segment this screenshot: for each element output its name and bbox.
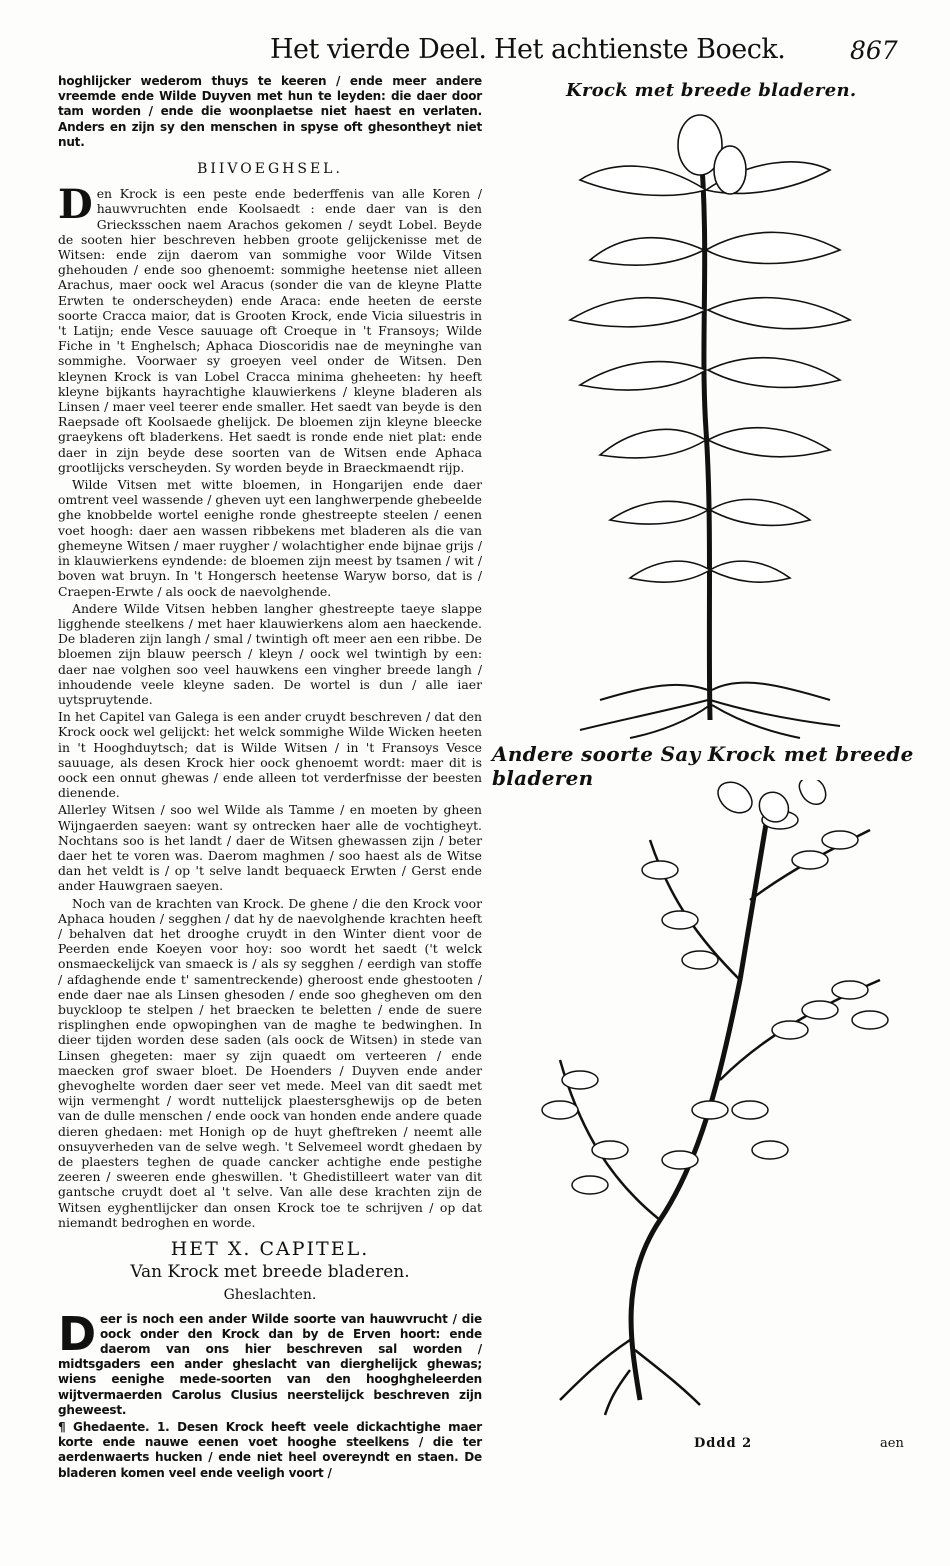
chapter-heading: HET X. CAPITEL. — [170, 1238, 370, 1261]
intro-paragraph: hoghlijcker wederom thuys te keeren / ende meer andere vreemde ende Wilde Duyven met hun te leyden: die daer door tam worden / ende die woonplaetse niet haest en verlaten. Anders en zijn sy den menschen in spyse oft ghesontheyt niet nut. — [58, 74, 482, 149]
drop-cap: D — [58, 1306, 96, 1361]
plant-caption: Andere soorte Say Krock met breede bladeren — [492, 742, 914, 790]
bijvoeghsel-paragraph: Noch van de krachten van Krock. De ghene / die den Krock voor Aphaca houden / segghen / dat hy de naevolghende krachten heeft / behalven dat het drooghe cruydt in den Winter dient voor de Peerden ende Koeyen voor hoy: soo wordt het saedt ('t welck onsmaeckelijck van smaeck is / als sy segghen / eerdigh van stoffe / afdaghende ende t' samentreckende) gheroost ende ghestooten / ende daer nae als Linsen ghesoden / ende soo ghegheven om den buyckloop te stelpen / het braecken te beletten / ende de suere risplinghen ende opwopinghen van de maghe te bedwinghen. In dieer tijden worden dese saden (als oock de Witsen) in stede van Linsen ghegeten: maer sy zijn quaedt om verteeren / ende maecken grof swaer bloet. De Hoenders / Duyven ende ander ghevoghelte worden daer seer vet mede. Meel van dit saedt met wijn vermenght / wordt nuttelijck plaestersghewijs op de beten van de dulle menschen / ende oock van honden ende andere quade dieren ghedaen: met Honigh op de huyt gheftreken / neemt alle onsuyverheden van de selve wegh. 't Selvemeel wordt ghedaen by de plaesters teghen de quade cancker achtighe ende pestighe zeeren / sweeren ende gheswillen. 't Ghedistilleert water van dit gantsche cruydt doet al 't selve. Van alle dese krachten zijn de Witsen eyghentlijcker dan onsen Krock toe te schrijven / op dat niemandt bedroghen en worde. — [58, 895, 482, 1230]
bijvoeghsel-heading: BIIVOEGHSEL. — [197, 161, 343, 178]
section-heading: Gheslachten. — [223, 1287, 317, 1304]
drop-cap: D — [58, 181, 93, 229]
gheslachten-text: eer is noch een ander Wilde soorte van hauwvrucht / die oock onder den Krock dan by de Erven hoort: ende daerom van ons hier beschreven sal worden / midtsgaders een ander gheslacht van dierghelijck ghewas; wiens eenighe mede-soorten van den hooghgheleerden wijtvermaerden Carolus Clusius neerstelijck beschreven zijn gheweest. — [58, 1311, 482, 1417]
header-book: Het achtienste Boeck. — [494, 34, 786, 65]
bijvoeghsel-paragraph: Andere Wilde Vitsen hebben langher ghestreepte taeye slappe ligghende steelkens / met haer klauwierkens alom aen haeckende. De bladeren zijn langh / smal / twintigh oft meer aen een ribbe. De bloemen zijn blauw peersch / kleyn / oock wel twintigh by een: daer nae volghen soo veel hauwkens een vingher breede langh / inhoudende veele kleyne saden. De wortel is dun / alle iaer uytspruytende. — [58, 600, 482, 707]
plant-caption: Krock met breede bladeren. — [566, 80, 857, 101]
bijvoeghsel-paragraph — [58, 181, 482, 475]
woodcut-plant-2 — [520, 780, 920, 1420]
signature-mark: Dddd 2 — [694, 1436, 753, 1451]
bijvoeghsel-text: en Krock is een peste ende bederffenis van alle Koren / hauwvruchten ende Koolsaedt : ende daer van is den Griecksschen naem Arachos gekomen / seydt Lobel. Beyde de sooten hier beschreven hebben groote gelijckenisse met de Witsen: ende zijn daerom van sommighe voor Wilde Vitsen ghehouden / ende soo ghenoemt: sommighe heetense niet alleen Arachus, maer oock wel Aracus (sonder die van de kleyne Platte Erwten te onderscheyden) ende Araca: ende heeten de eerste soorte Cracca maior, dat is Grooten Krock, ende Vicia siluestris in 't Latijn; ende Vesce sauuage oft Croeque in 't Fransoys; Wilde Fiche in 't Enghelsch; Aphaca Dioscoridis nae de meyninghe van sommighe. Voorwaer sy groeyen veel onder de Witsen. Den kleynen Krock is van Lobel Cracca minima gheheeten: hy heeft kleyne bijkants hayrachtighe klauwierkens / kleyne bladeren als Linsen / maer veel teerer ende smaller. Het saedt van beyde is den Raepsade oft Koolsaede ghelijck. De bloemen zijn kleyne bleecke graeykens oft bladerkens. Het saedt is ronde ende niet plat: ende daer in zijn beyde dese soorten van de Witsen ende Aphaca grootlijcks verscheyden. Sy worden beyde in Braeckmaendt rijp. — [58, 186, 482, 475]
running-header — [0, 34, 950, 70]
text-column — [58, 74, 482, 1483]
ghedaente-paragraph: ¶ Ghedaente. 1. Desen Krock heeft veele dickachtighe maer korte ende nauwe eenen voet hooghe steelkens / die ter aerdenwaerts hucken / ende niet heel overeyndt en staen. De bladeren komen veel ende veeligh voort / — [58, 1420, 482, 1480]
catchword: aen — [880, 1436, 904, 1451]
page-number: 867 — [850, 36, 898, 65]
chapter-subtitle: Van Krock met breede bladeren. — [130, 1262, 410, 1283]
bijvoeghsel-paragraph: Allerley Witsen / soo wel Wilde als Tamme / en moeten by gheen Wijngaerden saeyen: want sy ontrecken haer alle de vochtigheyt. Nochtans soo is het landt / daer de Witsen ghewassen zijn / beter daer het te voren was. Daerom maghmen / soo haest als de Witse dan het veldt is / op 't selve landt bequaeck Erwten / Gerst ende ander Hauwgraen saeyen. — [58, 802, 482, 894]
header-part: Het vierde Deel. — [270, 34, 487, 65]
bijvoeghsel-paragraph: In het Capitel van Galega is een ander cruydt beschreven / dat den Krock oock wel gelijckt: het welck sommighe Wilde Wicken heeten in 't Hooghduytsch; dat is Wilde Witsen / in 't Fransoys Vesce sauuage, als desen Krock hier oock ghenoemt wordt: maer dit is oock een onnut ghewas / ende alleen tot verderfnisse der beesten dienende. — [58, 709, 482, 801]
woodcut-plant-1 — [540, 100, 870, 740]
gheslachten-paragraph — [58, 1306, 482, 1418]
bijvoeghsel-paragraph: Wilde Vitsen met witte bloemen, in Hongarijen ende daer omtrent veel wassende / gheven uyt een langhwerpende ghebeelde ghe knobbelde wortel eenighe ronde ghestreepte steelen / eenen voet hoogh: daer aen wassen ribbekens met bladeren als die van ghemeyne Witsen / maer ruygher / wolachtigher ende bijnae grijs / in klauwierkens eyndende: de bloemen zijn meest by tsamen / wit / boven wat bruyn. In 't Hongersch heetense Waryw borso, dat is / Craepen-Erwte / als oock de naevolghende. — [58, 477, 482, 599]
